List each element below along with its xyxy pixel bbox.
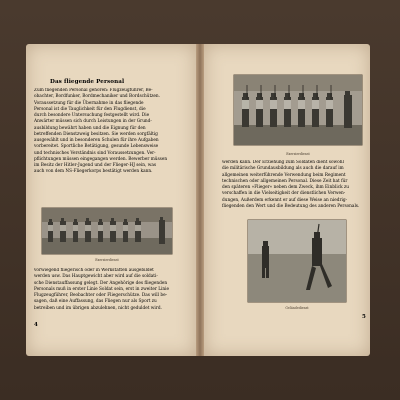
text-line: Personal ist die Tauglichkeit für den Flugdienst, die [34,106,146,112]
text-line: technischen oder allgemeinen Personal. Diese Zeit hat für [222,178,348,184]
text-line: vorbereitet. Sportliche Betätigung, gesunde Lebensweise [34,144,159,150]
left-top-paragraph [34,88,190,176]
text-line: allgemeinen weiterführende Verwendung beim Regiment [222,172,346,178]
left-page-number: 4 [34,322,38,328]
text-line: werden kann. Der Erziehung zum Soldaten dient sowohl [222,160,344,165]
right-top-photo-caption: Exerzierdienst [286,152,310,156]
section-heading: Das fliegende Personal [50,79,125,85]
book-gutter [196,44,204,356]
field-exercise-photo [248,220,346,302]
text-line: und technisches Verständnis sind Voraussetzungen. Ver- [34,150,156,156]
text-line: ausgewählt und in besonderen Schulen für ihre Aufgaben [34,138,159,143]
text-line: betreiben und im übrigen abzulehnen, nicht geduldet wird. [34,305,162,311]
text-line: obachter, Bordfunker, Bordmechaniker und Bordschützen. [34,94,161,100]
text-line: pflichtungen müssen eingegangen werden. Bewerber müssen [34,156,168,162]
text-line: werden usw. Das Hauptgewicht aber wird auf die soldati- [34,274,158,280]
text-line: sagen, daß eine Auffassung, das Fliegen nur als Sport zu [34,299,157,305]
text-line: sche Dienstauffassung gelegt. Der Angehörige des fliegenden [34,280,168,286]
right-paragraph [222,160,364,212]
right-bottom-photo-caption: Geländedienst [285,306,309,310]
text-line: auch von dem NS-Fliegerkorps bestätigt werden kann. [34,169,153,175]
text-line: im Besitz der Hitler-Jugend und der Flieger-HJ sein, was [34,163,157,168]
text-line: Personals muß in erster Linie Soldat sein, erst in zweiter Linie [34,286,170,292]
text-line: dungen, Außerdem erkennt er auf diese Weise an niedrig- [222,197,348,203]
text-line: Flugzeugführer, Beobachter oder Fliegerschütze. Das will be- [34,293,168,298]
text-line: verschaffen in die Vielseitigkeit der dienstlichen Verwen- [222,191,346,197]
left-bottom-paragraph [34,268,190,314]
text-line: fliegenden den Wert und die Bedeutung des anderen Personals. [222,203,360,209]
text-line: ausbildung bewährt haben und die Eignung für den [34,125,146,131]
text-line: die militärische Grundausbildung als auch die darauf im [222,166,344,172]
text-line: betreffenden Dienstzweig besitzen. Sie werden sorgfältig [34,131,158,137]
text-line: durch besondere Untersuchung festgestellt wird. Die [34,113,150,118]
soldiers-drill-photo [42,208,172,254]
text-line: Anwärter müssen sich durch Leistungen in der Grund- [34,119,152,125]
text-line: Voraussetzung für die Übernahme in das fliegende [34,100,144,106]
left-photo-caption: Exerzierdienst [95,258,119,262]
text-line: den späteren »Flieger« neben dem Zweck, ihm Einblick zu [222,185,349,190]
right-page-number: 5 [362,314,366,320]
soldiers-line-photo [234,75,362,145]
text-line: Zum fliegenden Personal gehören: Flugzeugführer, Be- [34,88,153,93]
text-line: vorwiegend fliegerisch oder in Werkstätten ausgebildet [34,268,154,273]
